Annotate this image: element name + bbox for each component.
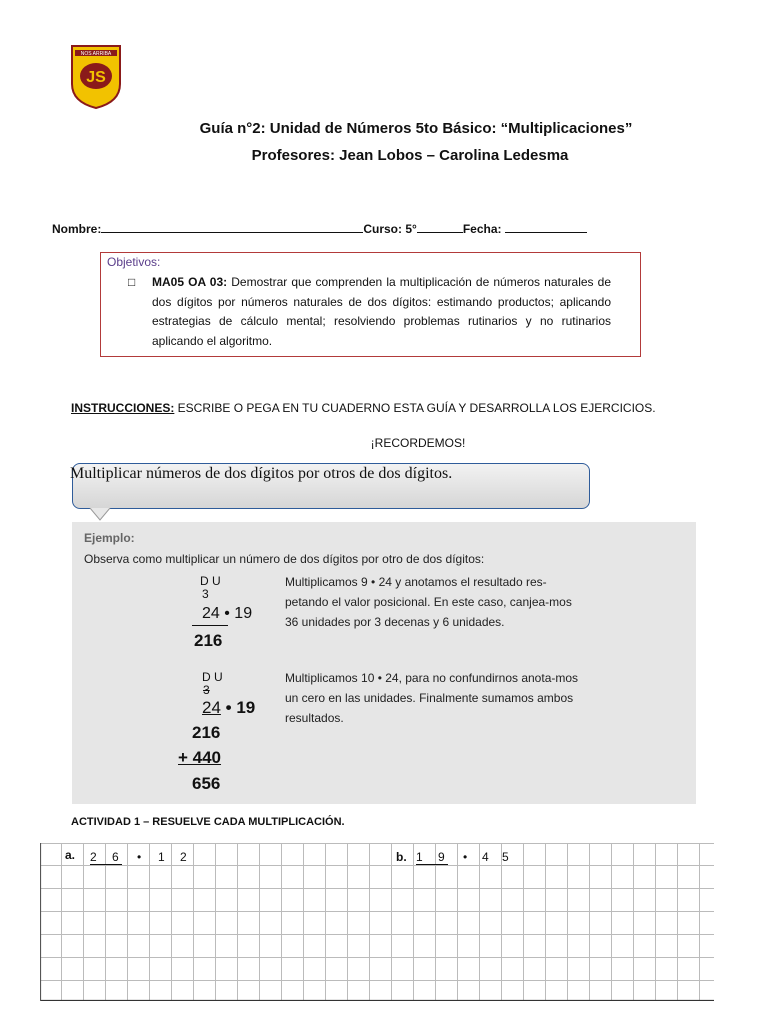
step1-times: • 19 bbox=[219, 605, 253, 622]
instructions-text: ESCRIBE O PEGA EN TU CUADERNO ESTA GUÍA Y DESARROLLA LOS EJERCICIOS. bbox=[174, 401, 656, 415]
step1-du: D U bbox=[200, 574, 221, 588]
step1-explanation: Multiplicamos 9 • 24 y anotamos el resultado res-petando el valor posicional. En este caso, canjea-mos 36 unidades por 3 decenas y 6 unidades. bbox=[285, 575, 572, 629]
teachers-line: Profesores: Jean Lobos – Carolina Ledesma bbox=[251, 147, 569, 164]
step1-rule bbox=[192, 625, 228, 626]
step1-factor: 24 bbox=[202, 605, 220, 622]
instructions-label: INSTRUCCIONES: bbox=[71, 401, 175, 415]
step1-factors bbox=[202, 605, 252, 623]
exercise-b-letter: b. bbox=[396, 850, 407, 864]
step2-result: 656 bbox=[192, 774, 221, 793]
callout-tail-icon bbox=[88, 508, 112, 522]
checkbox-icon: □ bbox=[128, 275, 136, 289]
school-logo bbox=[70, 44, 122, 110]
page-title: Guía n°2: Unidad de Números 5to Básico: “Multiplicaciones” bbox=[199, 120, 633, 137]
activity-title: ACTIVIDAD 1 – RESUELVE CADA MULTIPLICACIÓN. bbox=[71, 816, 345, 828]
recordemos-heading: ¡RECORDEMOS! bbox=[370, 436, 466, 450]
student-form bbox=[52, 220, 587, 236]
step2-partial2: + 440 bbox=[178, 748, 222, 767]
step2-times: • 19 bbox=[220, 698, 256, 717]
example-subtitle: Observa como multiplicar un número de dos dígitos por otro de dos dígitos: bbox=[84, 552, 485, 566]
squared-grid[interactable] bbox=[40, 843, 714, 1001]
step2-explanation: Multiplicamos 10 • 24, para no confundirnos anota-mos un cero en las unidades. Finalmente sumamos ambos resultados. bbox=[285, 671, 579, 725]
logo-banner: NOS ARRIBA bbox=[80, 51, 112, 57]
example-title: Ejemplo: bbox=[84, 531, 135, 545]
exercise-a-letter: a. bbox=[65, 848, 76, 862]
step2-du: D U bbox=[202, 670, 223, 684]
course-label: Curso: 5° bbox=[363, 222, 417, 236]
course-field[interactable] bbox=[417, 220, 463, 233]
exercise-a-digit3: 1 bbox=[158, 850, 165, 864]
name-field[interactable] bbox=[101, 220, 363, 233]
step2-partial1: 216 bbox=[192, 723, 221, 742]
exercise-a-factor: 2 6 bbox=[90, 850, 122, 865]
callout-text: Multiplicar números de dos dígitos por otros de dos dígitos. bbox=[70, 465, 453, 482]
step2-carry: 3 bbox=[203, 683, 210, 697]
step2-factor: 24 bbox=[202, 698, 221, 717]
objective-text bbox=[152, 273, 611, 351]
step2-factors bbox=[202, 698, 255, 718]
date-label: Fecha: bbox=[462, 222, 502, 236]
name-label: Nombre: bbox=[52, 222, 102, 236]
step1-result: 216 bbox=[194, 631, 223, 650]
exercise-b-factor: 1 9 bbox=[416, 850, 448, 865]
objective-code: MA05 OA 03: bbox=[152, 275, 228, 289]
exercise-a-operator: • bbox=[137, 850, 142, 864]
step1-carry: 3 bbox=[202, 587, 209, 601]
date-field[interactable] bbox=[505, 220, 587, 233]
exercise-b-operator: • bbox=[463, 850, 468, 864]
exercise-a-digit4: 2 bbox=[180, 850, 187, 864]
exercise-b-digit4: 5 bbox=[502, 850, 509, 864]
instructions bbox=[71, 401, 656, 415]
exercise-b-digit3: 4 bbox=[482, 850, 489, 864]
objectives-title: Objetivos: bbox=[107, 255, 161, 269]
logo-text: JS bbox=[86, 69, 106, 86]
objective-description: Demostrar que comprenden la multiplicación de números naturales de dos dígitos por números naturales de dos dígitos: estimando productos; aplicando estrategias de cálculo mental; resolviendo problemas rutinarios y no rutinarios aplicando el algoritmo. bbox=[152, 275, 611, 348]
